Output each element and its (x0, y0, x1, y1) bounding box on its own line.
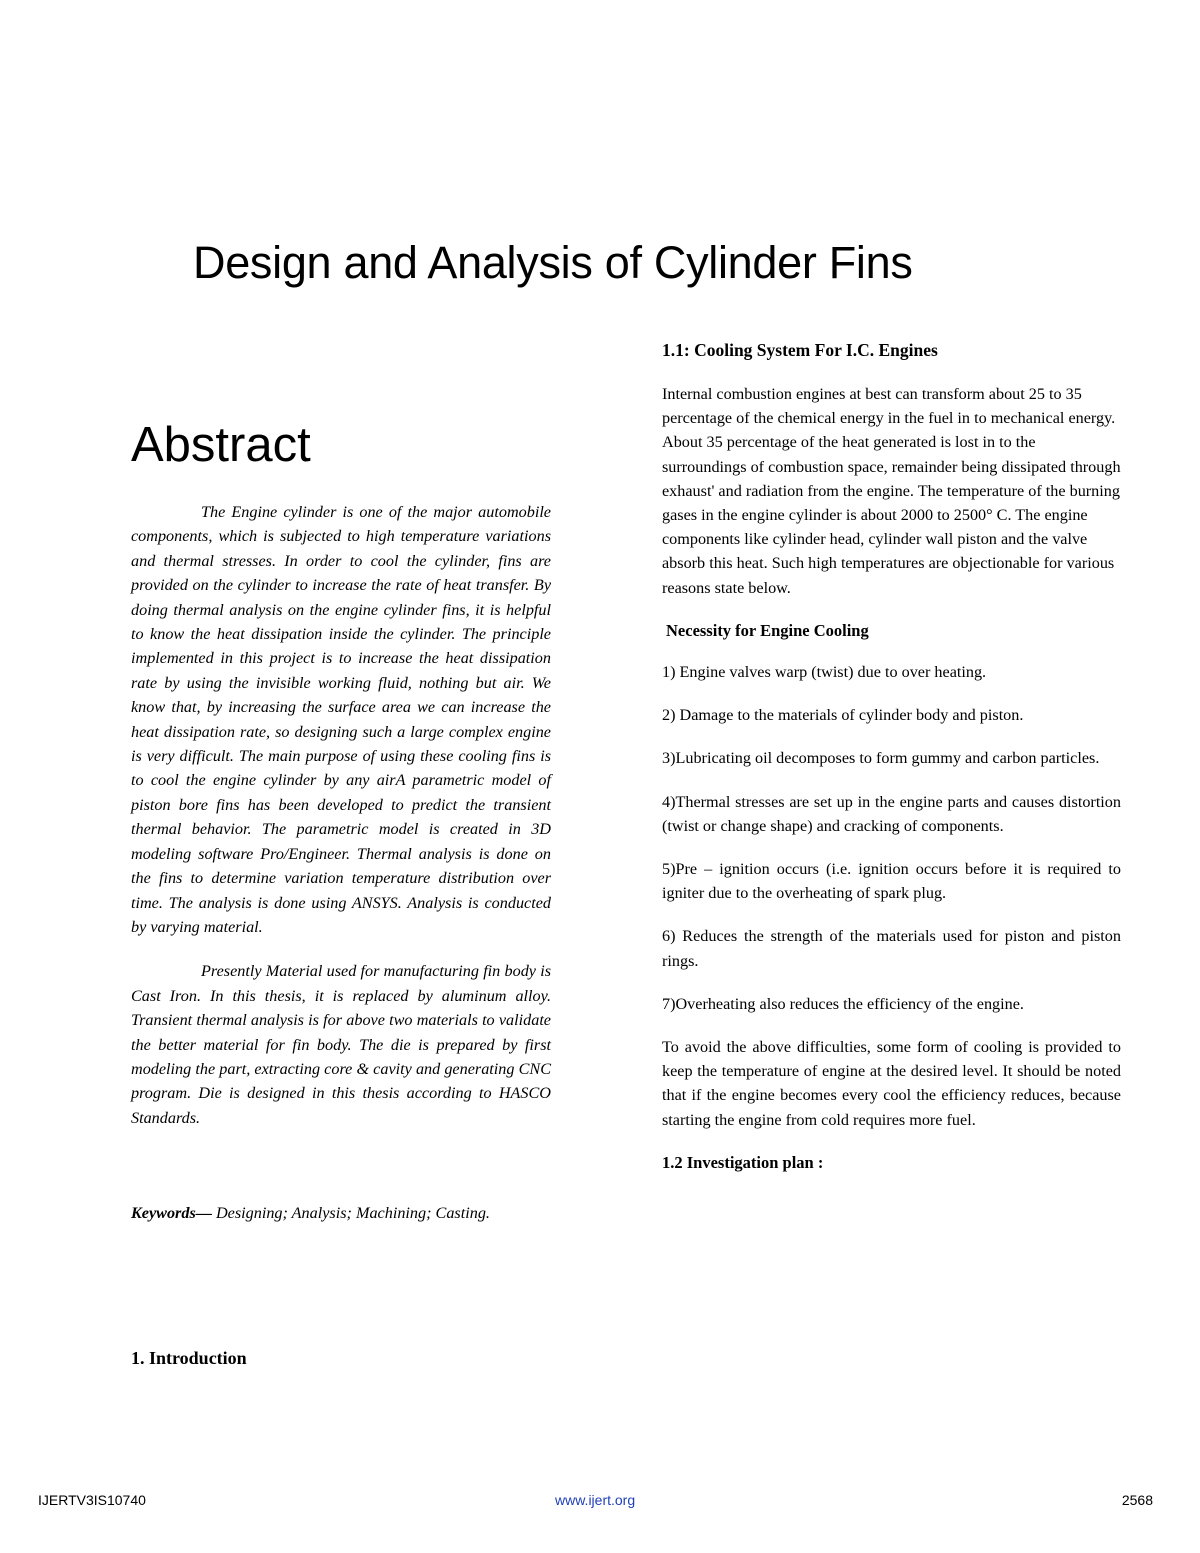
footer-website-link[interactable]: www.ijert.org (555, 1492, 636, 1508)
abstract-paragraph: The Engine cylinder is one of the major automobile components, which is subjected to high temperature variations and thermal stresses. In order to cool the cylinder, fins are provided on the cylinder to increase the rate of heat transfer. By doing thermal analysis on the engine cylinder fins, it is helpful to know the heat dissipation inside the cylinder. The principle implemented in this project is to increase the heat dissipation rate by using the invisible working fluid, nothing but air. We know that, by increasing the surface area we can increase the heat dissipation rate, so designing such a large complex engine is very difficult. The main purpose of using these cooling fins is to cool the engine cylinder by any airA parametric model of piston bore fins has been developed to predict the transient thermal behavior. The parametric model is created in 3D modeling software Pro/Engineer. Thermal analysis is done on the fins to determine variation temperature distribution over time. The analysis is done using ANSYS. Analysis is conducted by varying material. (131, 503, 551, 936)
necessity-item: 1) Engine valves warp (twist) due to over heating. (662, 663, 987, 682)
paper-title: Design and Analysis of Cylinder Fins (193, 237, 913, 288)
introduction-heading: 1. Introduction (131, 1348, 247, 1368)
abstract-paragraph: Presently Material used for manufacturing fin body is Cast Iron. In this thesis, it is replaced by aluminum alloy. Transient thermal analysis is for above two materials to validate the better material for fin body. The die is prepared by first modeling the part, extracting core & cavity and generating CNC program. Die is designed in this thesis according to HASCO Standards. (131, 962, 551, 1127)
page-footer (0, 1488, 1200, 1512)
section-1-1-closing: To avoid the above difficulties, some form of cooling is provided to keep the temperature of engine at the desired level. It should be noted that if the engine becomes every cool the efficiency reduces, because starting the engine from cold requires more fuel. (662, 1038, 1121, 1129)
necessity-item: 2) Damage to the materials of cylinder body and piston. (662, 706, 1024, 725)
footer-page-number: 2568 (1121, 1492, 1153, 1508)
abstract-body (131, 500, 551, 1130)
section-1-1-body: Internal combustion engines at best can transform about 25 to 35 percentage of the chemical energy in the fuel in to mechanical energy. About 35 percentage of the heat generated is lost in to the surroundings of combustion space, remainder being dissipated through exhaust' and radiation from the engine. The temperature of the burning gases in the engine cylinder is about 2000 to 2500° C. The engine components like cylinder head, cylinder wall piston and the valve absorb this heat. Such high temperatures are objectionable for various reasons state below. (662, 385, 1121, 597)
necessity-heading: Necessity for Engine Cooling (666, 620, 869, 640)
necessity-item: 3)Lubricating oil decomposes to form gummy and carbon particles. (662, 749, 1100, 768)
right-column (662, 338, 1121, 1175)
footer-paper-id: IJERTV3IS10740 (38, 1492, 146, 1508)
abstract-heading: Abstract (131, 418, 311, 472)
keywords (131, 1201, 551, 1225)
necessity-item: 5)Pre – ignition occurs (i.e. ignition occurs before it is required to igniter due to the overheating of spark plug. (662, 860, 1121, 903)
necessity-item: 6) Reduces the strength of the materials used for piston and piston rings. (662, 927, 1121, 970)
section-1-1-heading: 1.1: Cooling System For I.C. Engines (662, 340, 938, 360)
necessity-item: 4)Thermal stresses are set up in the engine parts and causes distortion (twist or change shape) and cracking of components. (662, 792, 1121, 835)
necessity-item: 7)Overheating also reduces the efficiency of the engine. (662, 994, 1024, 1013)
keywords-label: Keywords— (131, 1204, 212, 1222)
keywords-text: Designing; Analysis; Machining; Casting. (211, 1204, 490, 1222)
section-1-2-heading: 1.2 Investigation plan : (662, 1152, 824, 1172)
